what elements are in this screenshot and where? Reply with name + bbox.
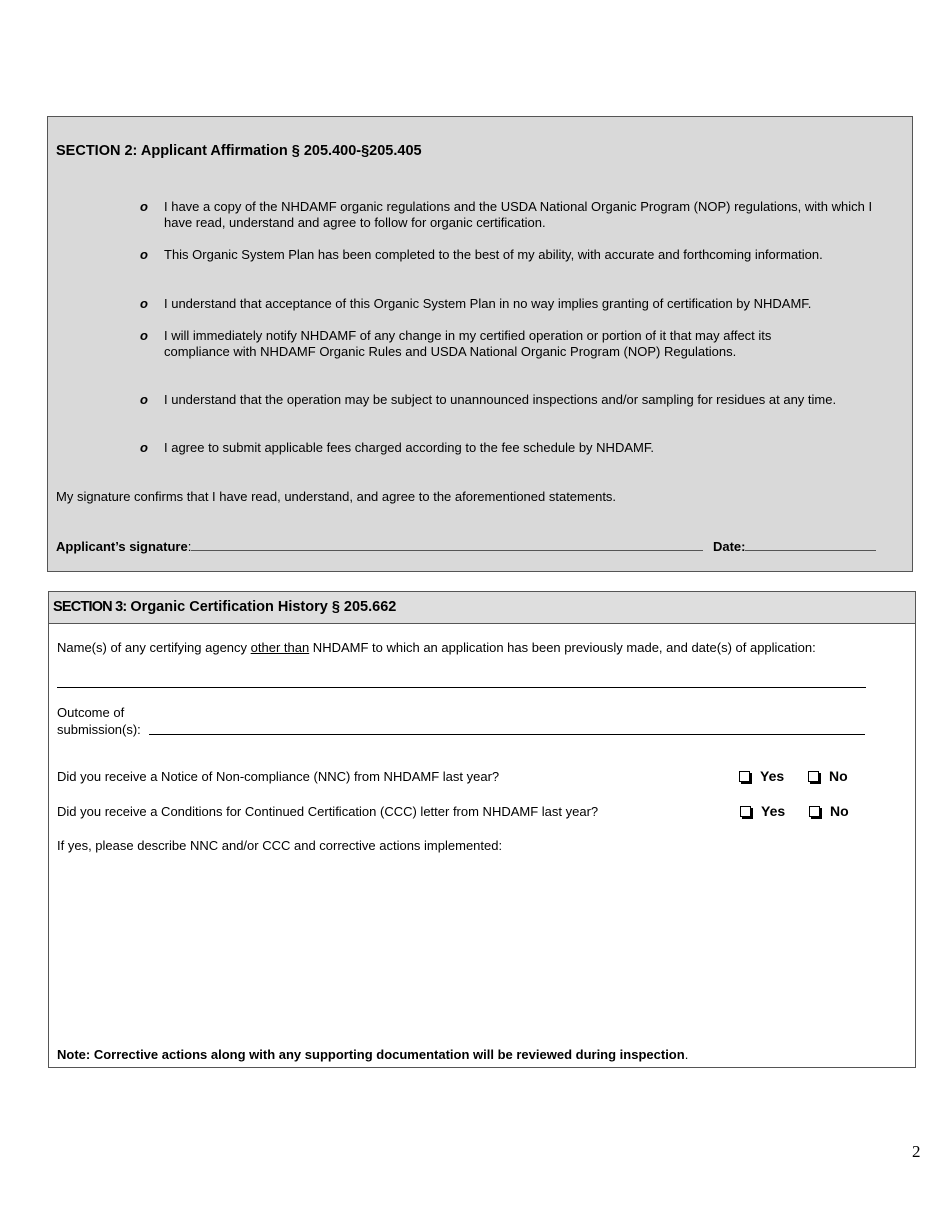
ccc-yes-option[interactable]: Yes	[740, 803, 785, 819]
checkbox-icon[interactable]	[739, 771, 750, 782]
affirmation-item: o I understand that acceptance of this Organic System Plan in no way implies granting of certification by NHDAMF.	[140, 296, 812, 311]
nnc-question: Did you receive a Notice of Non-compliance (NNC) from NHDAMF last year?	[57, 769, 500, 784]
checkbox-icon[interactable]	[809, 806, 820, 817]
ccc-no-option[interactable]: No	[809, 803, 849, 819]
page-number: 2	[912, 1142, 921, 1161]
ccc-options	[740, 803, 849, 819]
section-3-header	[49, 592, 915, 624]
signature-row: Applicant’s signature: Date:	[56, 538, 876, 554]
date-label: Date:	[712, 539, 746, 554]
ccc-question: Did you receive a Conditions for Continued Certification (CCC) letter from NHDAMF last year?	[57, 804, 599, 819]
bullet-icon: o	[140, 296, 148, 311]
signature-field[interactable]	[191, 538, 703, 551]
checkbox-icon[interactable]	[808, 771, 819, 782]
nnc-options	[739, 768, 848, 784]
affirmation-item: o This Organic System Plan has been completed to the best of my ability, with accurate and forthcoming information.	[140, 247, 823, 262]
affirmation-item: o I will immediately notify NHDAMF of any change in my certified operation or portion of it that may affect its compliance with NHDAMF Organic Rules and USDA National Organic Program (NOP) Regulations.	[140, 328, 772, 359]
bullet-icon: o	[140, 199, 148, 214]
affirmation-item: o I agree to submit applicable fees charged according to the fee schedule by NHDAMF.	[140, 440, 654, 455]
other-agency-question: Name(s) of any certifying agency other than NHDAMF to which an application has been previously made, and date(s) of application:	[57, 640, 816, 655]
bullet-icon: o	[140, 392, 148, 407]
bullet-icon: o	[140, 440, 148, 455]
bullet-icon: o	[140, 328, 148, 343]
date-field[interactable]	[745, 538, 876, 551]
outcome-answer-line[interactable]	[149, 734, 865, 735]
affirmation-item: o I understand that the operation may be subject to unannounced inspections and/or sampling for residues at any time.	[140, 392, 837, 407]
describe-corrective-actions-prompt: If yes, please describe NNC and/or CCC and corrective actions implemented:	[57, 838, 503, 853]
outcome-label: Outcome of submission(s):	[57, 705, 141, 737]
affirmation-item: o I have a copy of the NHDAMF organic regulations and the USDA National Organic Program (NOP) regulations, with which I have read, understand and agree to follow for organic certification.	[140, 199, 873, 230]
nnc-no-option[interactable]: No	[808, 768, 848, 784]
other-agency-answer-line[interactable]	[57, 687, 866, 688]
section-3-title: SECTION 3: Organic Certification History § 205.662	[53, 599, 397, 615]
nnc-yes-option[interactable]: Yes	[739, 768, 784, 784]
section-2-title: SECTION 2: Applicant Affirmation § 205.400-§205.405	[56, 143, 422, 159]
section-3-certification-history	[48, 591, 916, 1068]
checkbox-icon[interactable]	[740, 806, 751, 817]
bullet-icon: o	[140, 247, 148, 262]
signature-confirmation-text: My signature confirms that I have read, understand, and agree to the aforementioned statements.	[56, 489, 617, 504]
section-2-affirmation	[47, 116, 913, 572]
inspection-note: Note: Corrective actions along with any supporting documentation will be reviewed during inspection.	[57, 1047, 689, 1062]
signature-label: Applicant’s signature	[56, 539, 188, 554]
